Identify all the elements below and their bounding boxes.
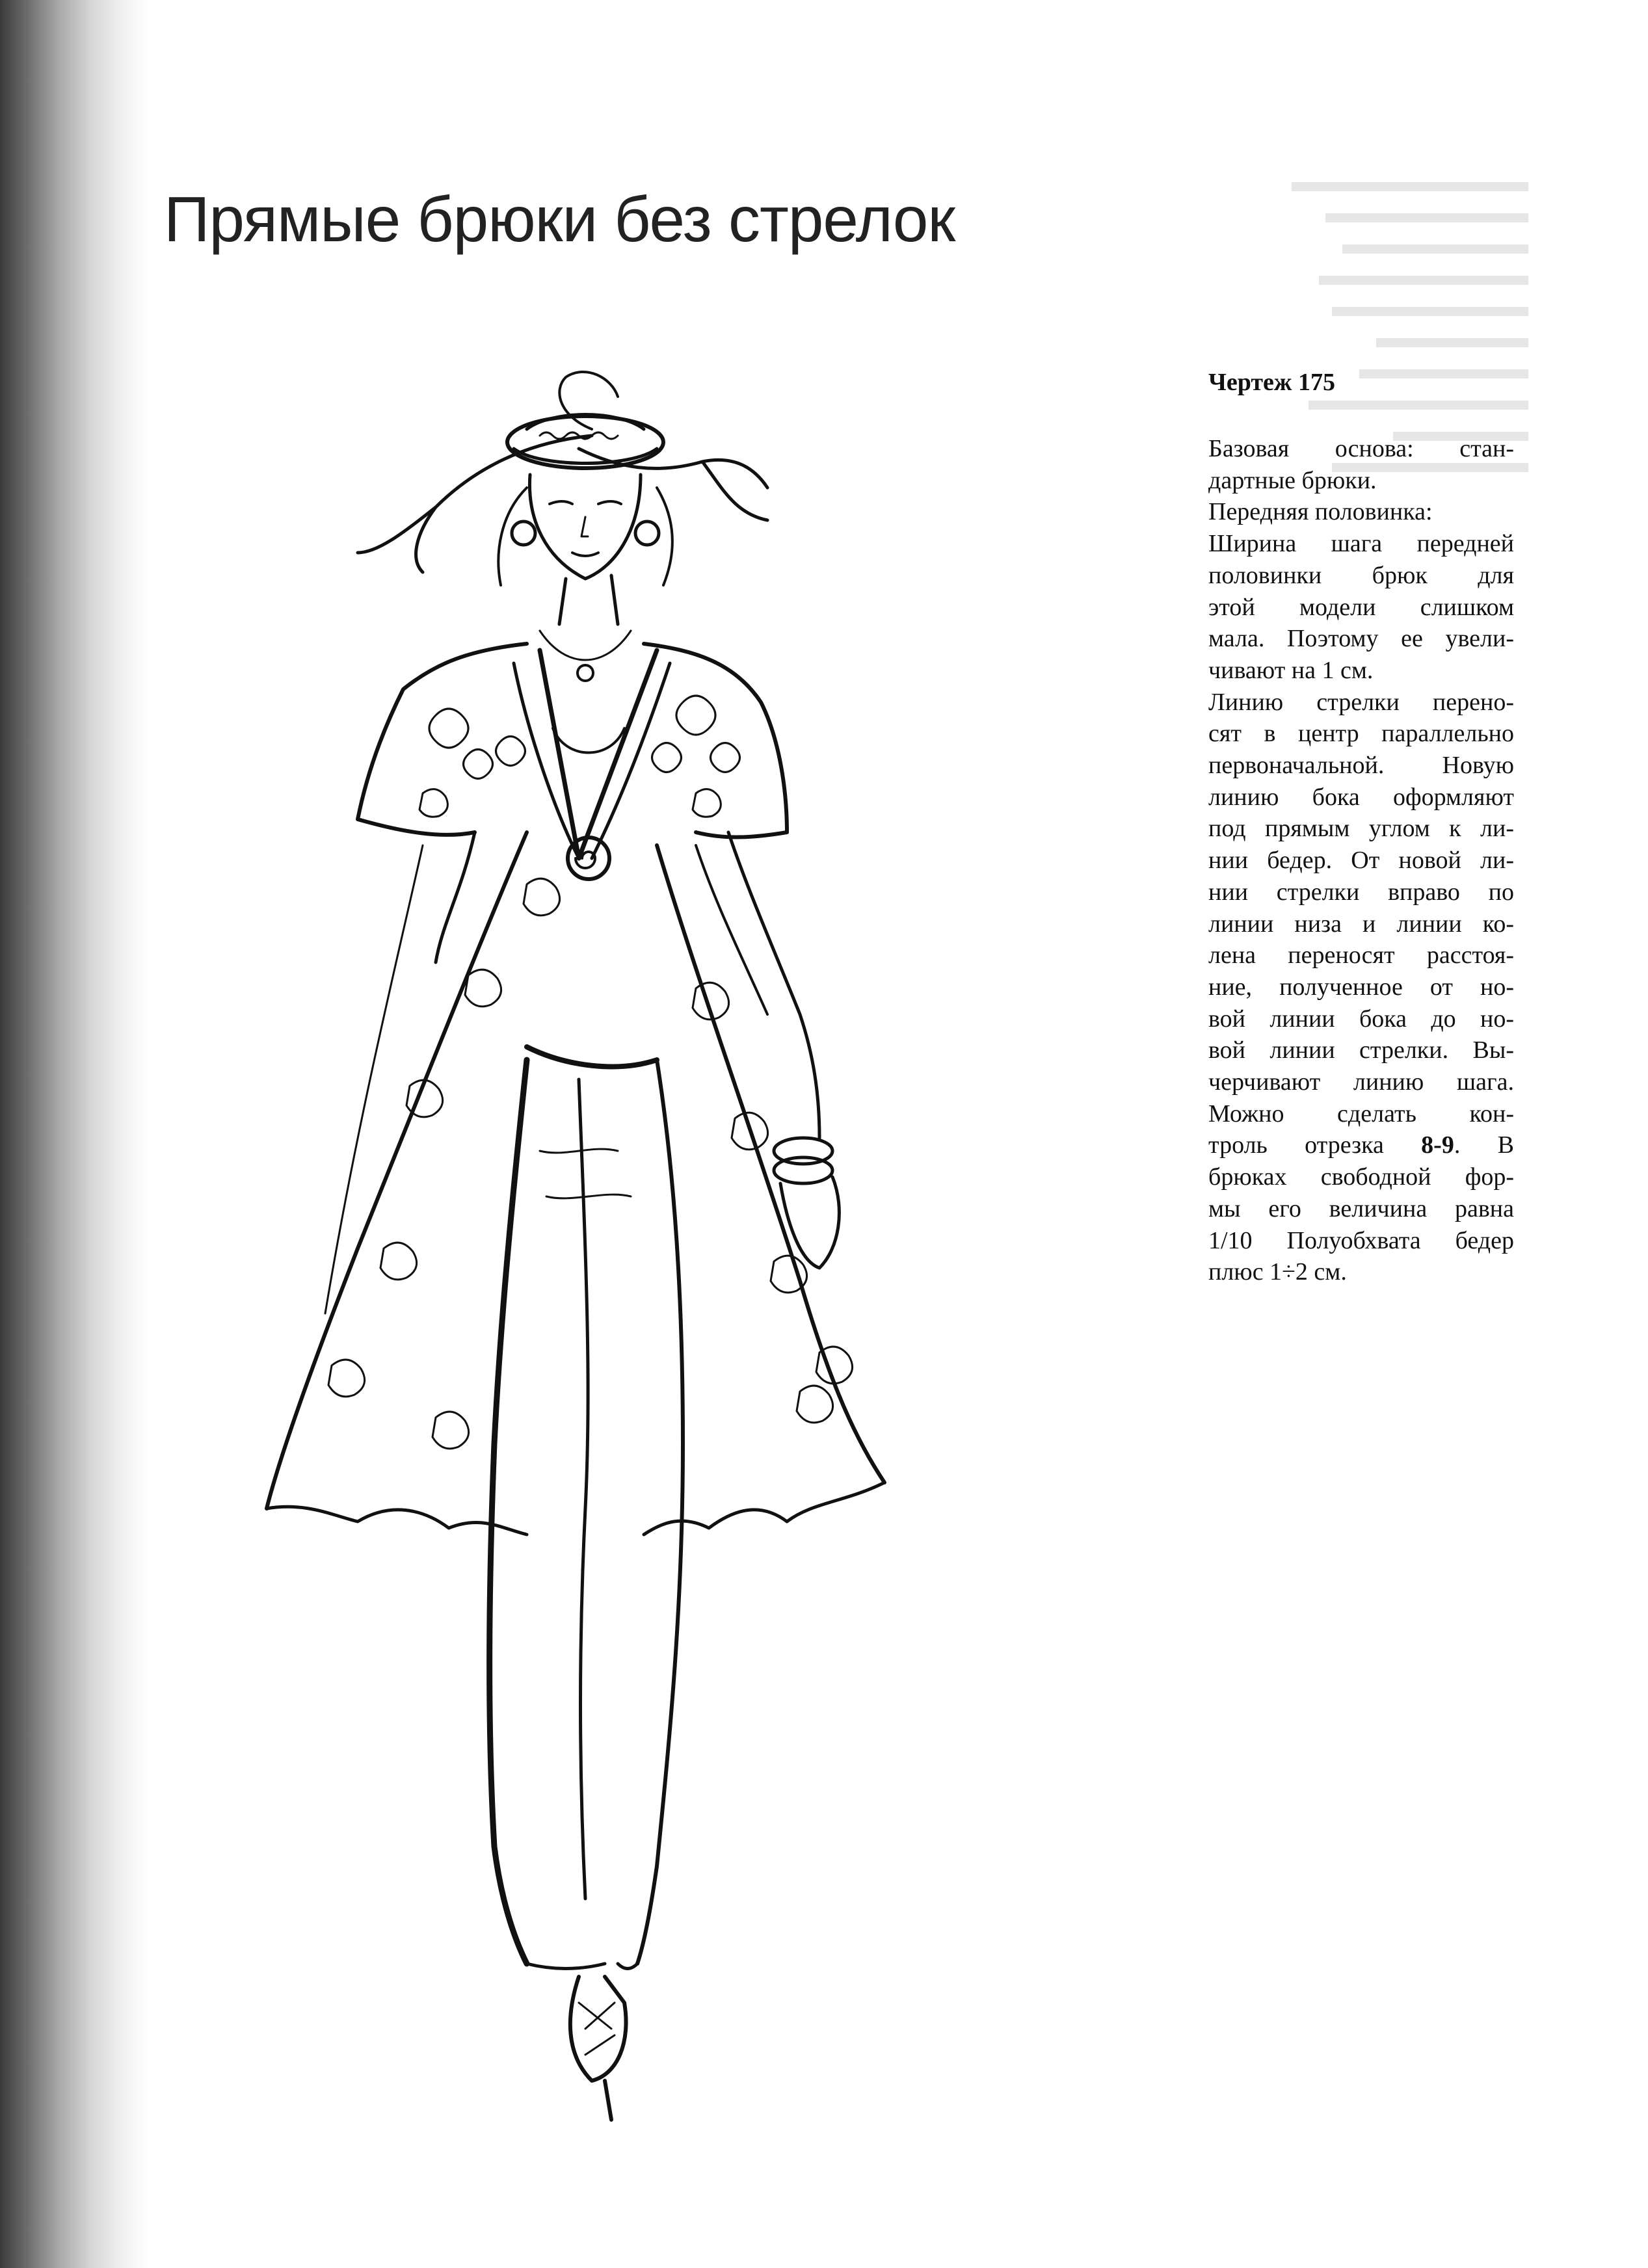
text-fragment: троль отрезка xyxy=(1208,1131,1422,1159)
text-line: Можно сделать кон- xyxy=(1208,1100,1514,1127)
segment-label: 8-9 xyxy=(1421,1131,1454,1159)
description-text xyxy=(1208,433,1514,1288)
text-line: мала. Поэтому ее увели- xyxy=(1208,625,1514,653)
text-line: Базовая основа: стан- xyxy=(1208,435,1514,462)
text-fragment: . В xyxy=(1454,1131,1514,1159)
text-line: чивают на 1 см. xyxy=(1208,656,1374,684)
text-line: плюс 1÷2 см. xyxy=(1208,1258,1347,1286)
text-line: Ширина шага передней xyxy=(1208,530,1514,558)
text-line: линии низа и линии ко- xyxy=(1208,910,1514,938)
text-line: первоначальной. Новую xyxy=(1208,752,1514,780)
drawing-caption: Чертеж 175 xyxy=(1208,369,1335,396)
text-line: под прямым углом к ли- xyxy=(1208,815,1514,843)
book-gutter-shadow xyxy=(0,0,150,2268)
text-line: нии бедер. От новой ли- xyxy=(1208,847,1514,875)
text-line: брюках свободной фор- xyxy=(1208,1163,1514,1191)
text-line-with-bold xyxy=(1208,1129,1514,1161)
text-line: лена переносят расстоя- xyxy=(1208,942,1514,969)
text-line: черчивают линию шага. xyxy=(1208,1068,1514,1096)
text-line: сят в центр параллельно xyxy=(1208,720,1514,748)
text-line: нии стрелки вправо по xyxy=(1208,878,1514,906)
text-line: Линию стрелки перено- xyxy=(1208,688,1514,716)
page-title: Прямые брюки без стрелок xyxy=(164,183,955,255)
text-line: дартные брюки. xyxy=(1208,466,1377,494)
text-line: линию бока оформляют xyxy=(1208,783,1514,811)
text-line: 1/10 Полуобхвата бедер xyxy=(1208,1226,1514,1254)
fashion-sketch-illustration xyxy=(163,338,995,2172)
text-line: мы его величина равна xyxy=(1208,1194,1514,1222)
text-line: вой линии бока до но- xyxy=(1208,1005,1514,1033)
text-line: половинки брюк для xyxy=(1208,561,1514,589)
text-line: ние, полученное от но- xyxy=(1208,973,1514,1001)
text-line: вой линии стрелки. Вы- xyxy=(1208,1036,1514,1064)
description-column xyxy=(1208,368,1514,1288)
text-line: Передняя половинка: xyxy=(1208,498,1433,526)
text-line: этой модели слишком xyxy=(1208,593,1514,621)
